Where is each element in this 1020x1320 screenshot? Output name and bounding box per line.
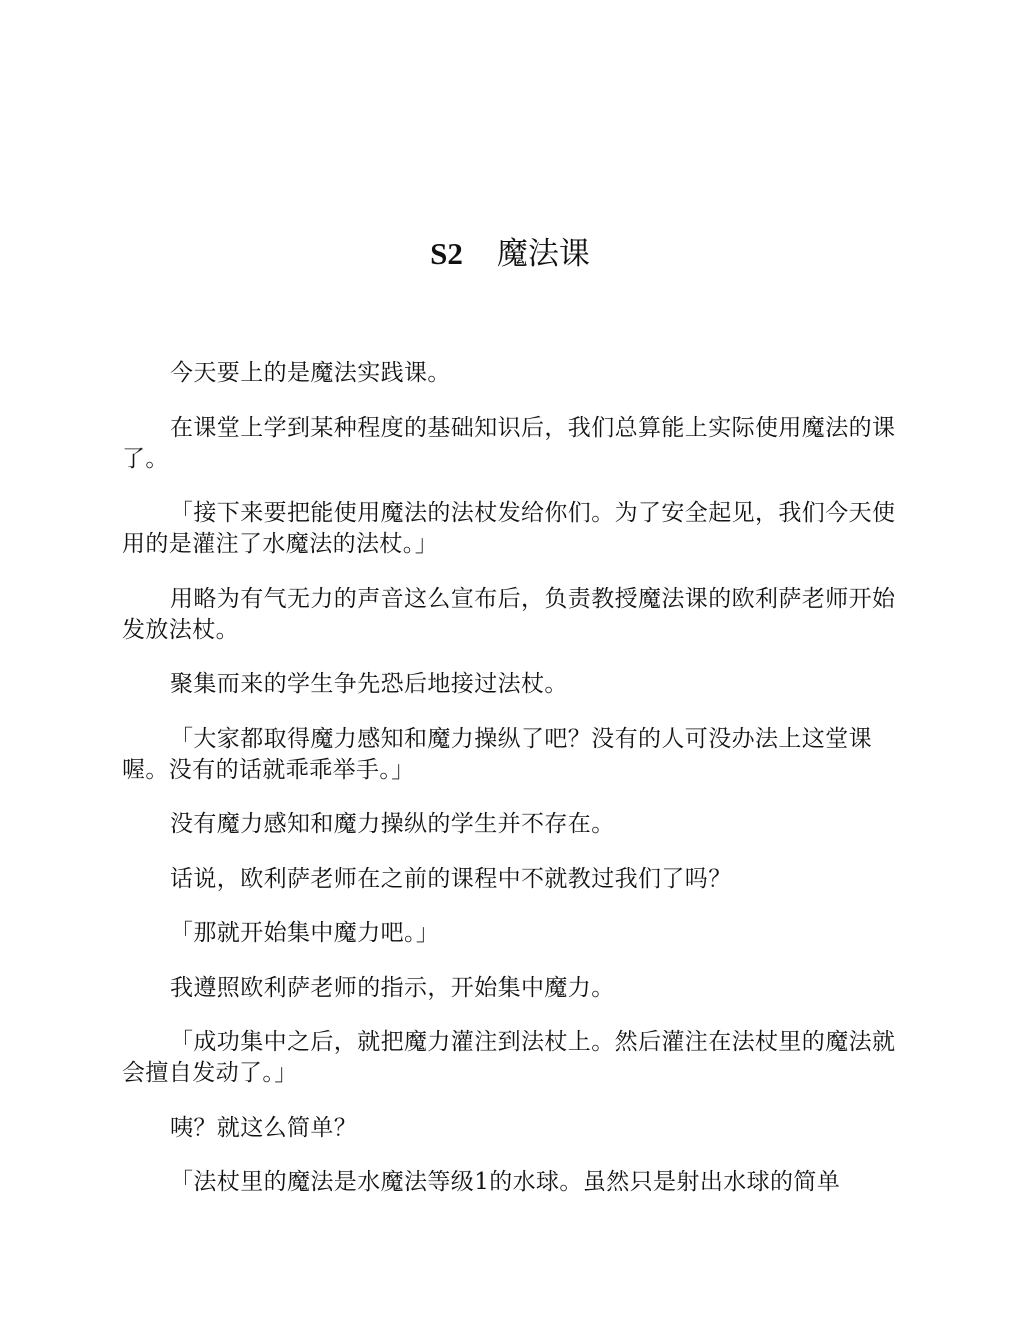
paragraph: 我遵照欧利萨老师的指示，开始集中魔力。: [170, 974, 615, 1001]
chapter-number: S2: [430, 236, 463, 271]
paragraph: 「接下来要把能使用魔法的法杖发给你们。为了安全起见，我们今天使用的是灌注了水魔法的法杖。」: [122, 500, 896, 557]
book-page: [122, 0, 898, 1320]
paragraph: 「成功集中之后，就把魔力灌注到法杖上。然后灌注在法杖里的魔法就会擅自发动了。」: [122, 1029, 896, 1086]
paragraph: 没有魔力感知和魔力操纵的学生并不存在。: [170, 811, 615, 837]
paragraph: 聚集而来的学生争先恐后地接过法杖。: [170, 671, 568, 697]
chapter-title: 魔法课: [496, 236, 590, 272]
chapter-body: [122, 358, 898, 1222]
paragraph: 「那就开始集中魔力吧。」: [170, 920, 440, 946]
paragraph: 「大家都取得魔力感知和魔力操纵了吧？没有的人可没办法上这堂课喔。没有的话就乖乖举手。」: [122, 725, 872, 783]
paragraph: 咦？就这么简单？: [170, 1114, 358, 1141]
chapter-heading: [122, 234, 898, 274]
paragraph: 今天要上的是魔法实践课。: [170, 360, 451, 386]
paragraph: 用略为有气无力的声音这么宣布后，负责教授魔法课的欧利萨老师开始发放法杖。: [122, 585, 896, 643]
paragraph: 「法杖里的魔法是水魔法等级1的水球。虽然只是射出水球的简单: [170, 1169, 841, 1195]
paragraph: 话说，欧利萨老师在之前的课程中不就教过我们了吗？: [170, 865, 732, 892]
paragraph: 在课堂上学到某种程度的基础知识后，我们总算能上实际使用魔法的课了。: [122, 414, 896, 472]
